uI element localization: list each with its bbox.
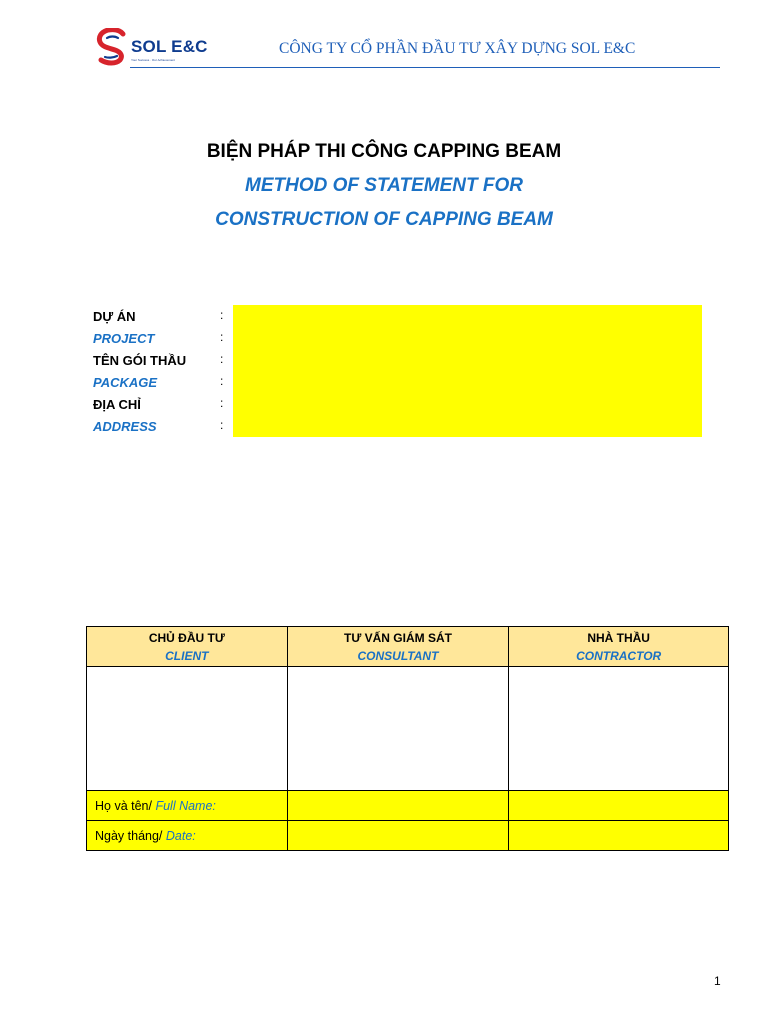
package-label-vn: TÊN GÓI THẦU bbox=[93, 353, 187, 368]
full-name-cell-contractor[interactable] bbox=[509, 791, 729, 821]
logo-text: SOL E&C bbox=[131, 37, 208, 56]
project-label-en: PROJECT bbox=[93, 331, 155, 346]
address-label-vn: ĐỊA CHỈ bbox=[93, 397, 141, 412]
colon: : bbox=[220, 308, 224, 322]
header-divider bbox=[130, 67, 720, 68]
date-label-vn: Ngày tháng/ bbox=[95, 828, 163, 843]
colon: : bbox=[220, 330, 224, 344]
full-name-row bbox=[87, 791, 729, 821]
signature-area-row bbox=[87, 667, 729, 791]
date-row bbox=[87, 821, 729, 851]
consultant-label-en: CONSULTANT bbox=[357, 648, 439, 663]
client-label-vn: CHỦ ĐẦU TƯ bbox=[148, 630, 225, 645]
date-cell-client[interactable] bbox=[87, 821, 288, 851]
project-label-vn: DỰ ÁN bbox=[93, 309, 136, 324]
full-name-label-en: Full Name: bbox=[155, 798, 216, 813]
consultant-header-cell bbox=[287, 627, 509, 667]
date-cell-contractor[interactable] bbox=[509, 821, 729, 851]
contractor-label-vn: NHÀ THẦU bbox=[587, 630, 650, 645]
package-label-en: PACKAGE bbox=[93, 375, 158, 390]
full-name-cell-consultant[interactable] bbox=[287, 791, 509, 821]
project-info-fill-area[interactable] bbox=[233, 305, 702, 437]
address-label-en: ADDRESS bbox=[93, 419, 157, 434]
contractor-label-en: CONTRACTOR bbox=[576, 648, 662, 663]
full-name-cell-client[interactable] bbox=[87, 791, 288, 821]
contractor-header-cell bbox=[509, 627, 729, 667]
logo-tagline: Your Success · Our Achievement bbox=[131, 58, 175, 62]
page-number: 1 bbox=[714, 974, 721, 988]
colon: : bbox=[220, 352, 224, 366]
document-title-en-line2: CONSTRUCTION OF CAPPING BEAM bbox=[215, 209, 553, 230]
company-name: CÔNG TY CỔ PHẦN ĐẦU TƯ XÂY DỰNG SOL E&C bbox=[279, 40, 636, 57]
signature-table bbox=[86, 626, 729, 851]
date-label-en: Date: bbox=[165, 828, 196, 843]
client-label-en: CLIENT bbox=[165, 648, 209, 663]
client-header-cell bbox=[87, 627, 288, 667]
consultant-label-vn: TƯ VẤN GIÁM SÁT bbox=[343, 630, 452, 645]
date-cell-consultant[interactable] bbox=[287, 821, 509, 851]
contractor-signature-box[interactable] bbox=[509, 667, 729, 791]
colon: : bbox=[220, 374, 224, 388]
consultant-signature-box[interactable] bbox=[287, 667, 509, 791]
signature-header-row bbox=[87, 627, 729, 667]
full-name-label-vn: Họ và tên/ bbox=[95, 798, 152, 813]
colon: : bbox=[220, 396, 224, 410]
client-signature-box[interactable] bbox=[87, 667, 288, 791]
sol-logo-icon bbox=[96, 28, 128, 66]
document-title-vn: BIỆN PHÁP THI CÔNG CAPPING BEAM bbox=[206, 141, 562, 162]
document-title-en-line1: METHOD OF STATEMENT FOR bbox=[245, 175, 523, 196]
colon: : bbox=[220, 418, 224, 432]
